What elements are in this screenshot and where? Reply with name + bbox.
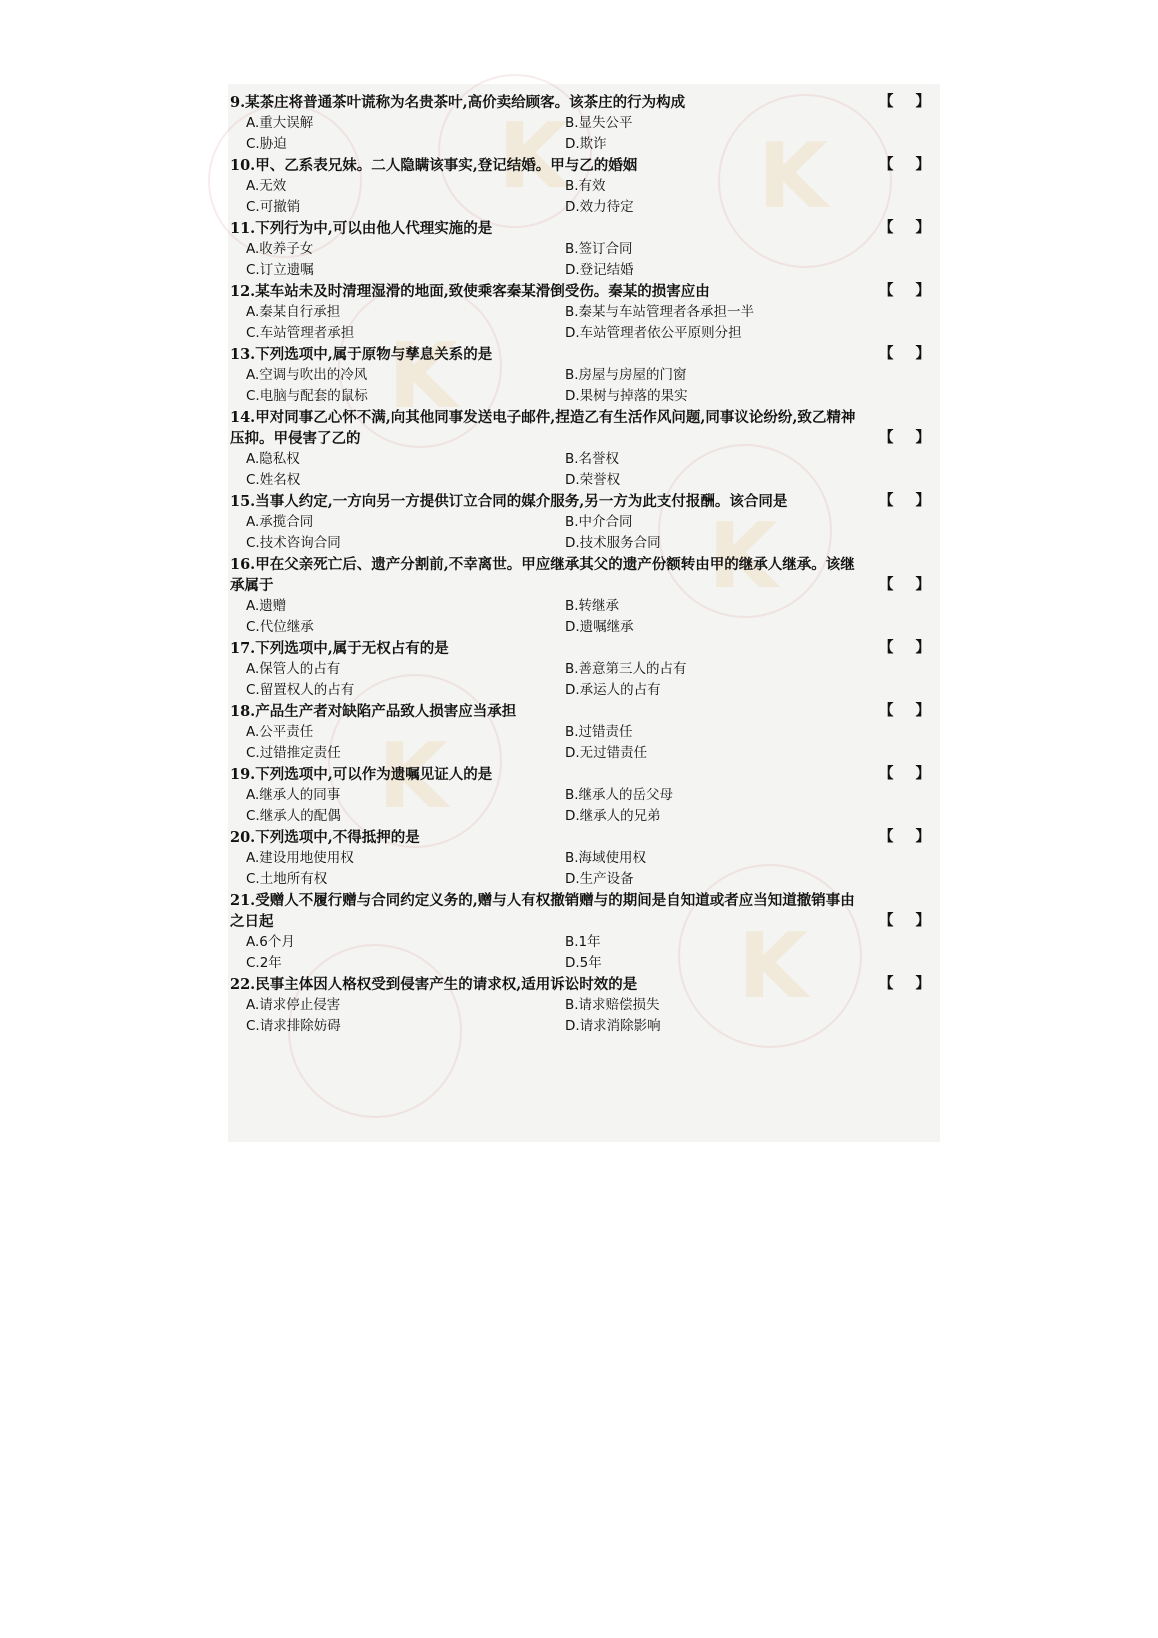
option-b: B.显失公平 xyxy=(565,115,633,131)
bracket-open: 【 xyxy=(879,157,894,173)
bracket-open: 【 xyxy=(879,430,894,446)
bracket-open: 【 xyxy=(879,493,894,509)
question-stem xyxy=(230,155,930,176)
question-text: 22.民事主体因人格权受到侵害产生的请求权,适用诉讼时效的是 xyxy=(230,976,638,993)
option-a: A.重大误解 xyxy=(246,115,314,131)
bracket-open: 【 xyxy=(879,283,894,299)
question-12 xyxy=(230,281,930,344)
bracket-close: 】 xyxy=(915,430,930,446)
option-b: B.海域使用权 xyxy=(565,850,647,866)
options xyxy=(230,512,930,554)
option-b: B.1年 xyxy=(565,934,601,950)
bracket-open: 【 xyxy=(879,703,894,719)
option-d: D.果树与掉落的果实 xyxy=(565,388,688,404)
bracket-open: 【 xyxy=(879,913,894,929)
option-a: A.秦某自行承担 xyxy=(246,304,341,320)
option-d: D.遗嘱继承 xyxy=(565,619,634,635)
bracket-close: 】 xyxy=(915,493,930,509)
options xyxy=(230,995,930,1037)
bracket-close: 】 xyxy=(915,640,930,656)
options xyxy=(230,176,930,218)
question-stem xyxy=(230,344,930,365)
option-d: D.车站管理者依公平原则分担 xyxy=(565,325,742,341)
answer-bracket xyxy=(879,155,930,176)
question-stem xyxy=(230,638,930,659)
option-b: B.继承人的岳父母 xyxy=(565,787,674,803)
option-b: B.请求赔偿损失 xyxy=(565,997,660,1013)
option-c: C.请求排除妨碍 xyxy=(246,1018,341,1034)
options xyxy=(230,932,930,974)
question-text: 13.下列选项中,属于原物与孳息关系的是 xyxy=(230,346,493,363)
question-stem xyxy=(230,407,930,449)
question-stem xyxy=(230,764,930,785)
option-a: A.遗赠 xyxy=(246,598,287,614)
option-a: A.收养子女 xyxy=(246,241,314,257)
answer-bracket xyxy=(879,218,930,239)
answer-bracket xyxy=(879,701,930,722)
bracket-close: 】 xyxy=(915,157,930,173)
answer-bracket xyxy=(879,911,930,932)
answer-bracket xyxy=(879,428,930,449)
option-c: C.技术咨询合同 xyxy=(246,535,341,551)
question-14 xyxy=(230,407,930,491)
question-text: 17.下列选项中,属于无权占有的是 xyxy=(230,640,449,657)
options xyxy=(230,722,930,764)
option-b: B.过错责任 xyxy=(565,724,633,740)
option-d: D.承运人的占有 xyxy=(565,682,661,698)
question-15 xyxy=(230,491,930,554)
watermark-k-logo: K xyxy=(498,104,568,209)
answer-bracket xyxy=(879,974,930,995)
question-11 xyxy=(230,218,930,281)
option-d: D.继承人的兄弟 xyxy=(565,808,661,824)
question-text: 15.当事人约定,一方向另一方提供订立合同的媒介服务,另一方为此支付报酬。该合同是 xyxy=(230,493,788,510)
question-stem xyxy=(230,827,930,848)
bracket-close: 】 xyxy=(915,703,930,719)
watermark-k-logo: K xyxy=(388,324,458,429)
option-a: A.无效 xyxy=(246,178,287,194)
option-c: C.2年 xyxy=(246,955,282,971)
question-text: 14.甲对同事乙心怀不满,向其他同事发送电子邮件,捏造乙有生活作风问题,同事议论纷纷,致乙精神压抑。甲侵害了乙的 xyxy=(230,409,856,447)
option-c: C.可撤销 xyxy=(246,199,301,215)
option-c: C.过错推定责任 xyxy=(246,745,341,761)
options xyxy=(230,596,930,638)
bracket-close: 】 xyxy=(915,220,930,236)
answer-bracket xyxy=(879,344,930,365)
question-16 xyxy=(230,554,930,638)
bracket-open: 【 xyxy=(879,220,894,236)
option-b: B.中介合同 xyxy=(565,514,633,530)
question-13 xyxy=(230,344,930,407)
answer-bracket xyxy=(879,638,930,659)
watermark-k-logo: K xyxy=(738,914,808,1019)
answer-bracket xyxy=(879,827,930,848)
option-b: B.秦某与车站管理者各承担一半 xyxy=(565,304,755,320)
option-b: B.房屋与房屋的门窗 xyxy=(565,367,687,383)
question-text: 19.下列选项中,可以作为遗嘱见证人的是 xyxy=(230,766,493,783)
option-d: D.请求消除影响 xyxy=(565,1018,661,1034)
question-text: 11.下列行为中,可以由他人代理实施的是 xyxy=(230,220,493,237)
bracket-open: 【 xyxy=(879,829,894,845)
question-9 xyxy=(230,92,930,155)
bracket-close: 】 xyxy=(915,976,930,992)
option-a: A.建设用地使用权 xyxy=(246,850,354,866)
option-d: D.欺诈 xyxy=(565,136,607,152)
question-text: 18.产品生产者对缺陷产品致人损害应当承担 xyxy=(230,703,517,720)
bracket-open: 【 xyxy=(879,346,894,362)
answer-bracket xyxy=(879,92,930,113)
option-d: D.5年 xyxy=(565,955,602,971)
bracket-open: 【 xyxy=(879,976,894,992)
options xyxy=(230,239,930,281)
question-stem xyxy=(230,281,930,302)
question-text: 10.甲、乙系表兄妹。二人隐瞒该事实,登记结婚。甲与乙的婚姻 xyxy=(230,157,638,174)
watermark-k-logo: K xyxy=(378,724,448,829)
question-text: 12.某车站未及时清理湿滑的地面,致使乘客秦某滑倒受伤。秦某的损害应由 xyxy=(230,283,710,300)
question-text: 16.甲在父亲死亡后、遗产分割前,不幸离世。甲应继承其父的遗产份额转由甲的继承人继承。该继承属于 xyxy=(230,556,855,594)
question-stem xyxy=(230,92,930,113)
option-c: C.胁迫 xyxy=(246,136,287,152)
option-a: A.继承人的同事 xyxy=(246,787,341,803)
option-c: C.电脑与配套的鼠标 xyxy=(246,388,368,404)
option-a: A.隐私权 xyxy=(246,451,300,467)
question-22 xyxy=(230,974,930,1037)
question-stem xyxy=(230,554,930,596)
option-d: D.登记结婚 xyxy=(565,262,634,278)
answer-bracket xyxy=(879,575,930,596)
options xyxy=(230,113,930,155)
question-stem xyxy=(230,701,930,722)
option-b: B.名誉权 xyxy=(565,451,620,467)
question-18 xyxy=(230,701,930,764)
options xyxy=(230,449,930,491)
question-text: 9.某茶庄将普通茶叶谎称为名贵茶叶,高价卖给顾客。该茶庄的行为构成 xyxy=(230,94,686,111)
option-b: B.有效 xyxy=(565,178,606,194)
option-d: D.荣誉权 xyxy=(565,472,621,488)
question-stem xyxy=(230,491,930,512)
option-b: B.转继承 xyxy=(565,598,620,614)
question-21 xyxy=(230,890,930,974)
answer-bracket xyxy=(879,281,930,302)
answer-bracket xyxy=(879,491,930,512)
bracket-close: 】 xyxy=(915,94,930,110)
watermark-k-logo: K xyxy=(708,504,778,609)
watermark-k-logo: K xyxy=(758,124,828,229)
option-c: C.留置权人的占有 xyxy=(246,682,355,698)
question-19 xyxy=(230,764,930,827)
option-c: C.土地所有权 xyxy=(246,871,328,887)
option-d: D.效力待定 xyxy=(565,199,634,215)
question-stem xyxy=(230,974,930,995)
question-list xyxy=(230,92,930,1037)
question-stem xyxy=(230,890,930,932)
question-10 xyxy=(230,155,930,218)
bracket-open: 【 xyxy=(879,577,894,593)
question-20 xyxy=(230,827,930,890)
option-c: C.订立遗嘱 xyxy=(246,262,314,278)
options xyxy=(230,848,930,890)
option-a: A.承揽合同 xyxy=(246,514,314,530)
bracket-close: 】 xyxy=(915,346,930,362)
options xyxy=(230,785,930,827)
option-c: C.代位继承 xyxy=(246,619,314,635)
question-text: 20.下列选项中,不得抵押的是 xyxy=(230,829,420,846)
options xyxy=(230,659,930,701)
bracket-close: 】 xyxy=(915,577,930,593)
question-stem xyxy=(230,218,930,239)
option-b: B.签订合同 xyxy=(565,241,633,257)
option-d: D.技术服务合同 xyxy=(565,535,661,551)
option-a: A.6个月 xyxy=(246,934,295,950)
option-c: C.车站管理者承担 xyxy=(246,325,355,341)
bracket-open: 【 xyxy=(879,640,894,656)
question-text: 21.受赠人不履行赠与合同约定义务的,赠与人有权撤销赠与的期间是自知道或者应当知道撤销事由之日起 xyxy=(230,892,855,930)
option-a: A.请求停止侵害 xyxy=(246,997,341,1013)
option-c: C.继承人的配偶 xyxy=(246,808,341,824)
options xyxy=(230,302,930,344)
option-c: C.姓名权 xyxy=(246,472,301,488)
options xyxy=(230,365,930,407)
bracket-close: 】 xyxy=(915,283,930,299)
bracket-open: 【 xyxy=(879,766,894,782)
option-b: B.善意第三人的占有 xyxy=(565,661,687,677)
option-d: D.生产设备 xyxy=(565,871,634,887)
answer-bracket xyxy=(879,764,930,785)
bracket-close: 】 xyxy=(915,913,930,929)
question-17 xyxy=(230,638,930,701)
bracket-open: 【 xyxy=(879,94,894,110)
option-d: D.无过错责任 xyxy=(565,745,648,761)
option-a: A.空调与吹出的冷风 xyxy=(246,367,368,383)
option-a: A.保管人的占有 xyxy=(246,661,341,677)
bracket-close: 】 xyxy=(915,829,930,845)
bracket-close: 】 xyxy=(915,766,930,782)
option-a: A.公平责任 xyxy=(246,724,314,740)
